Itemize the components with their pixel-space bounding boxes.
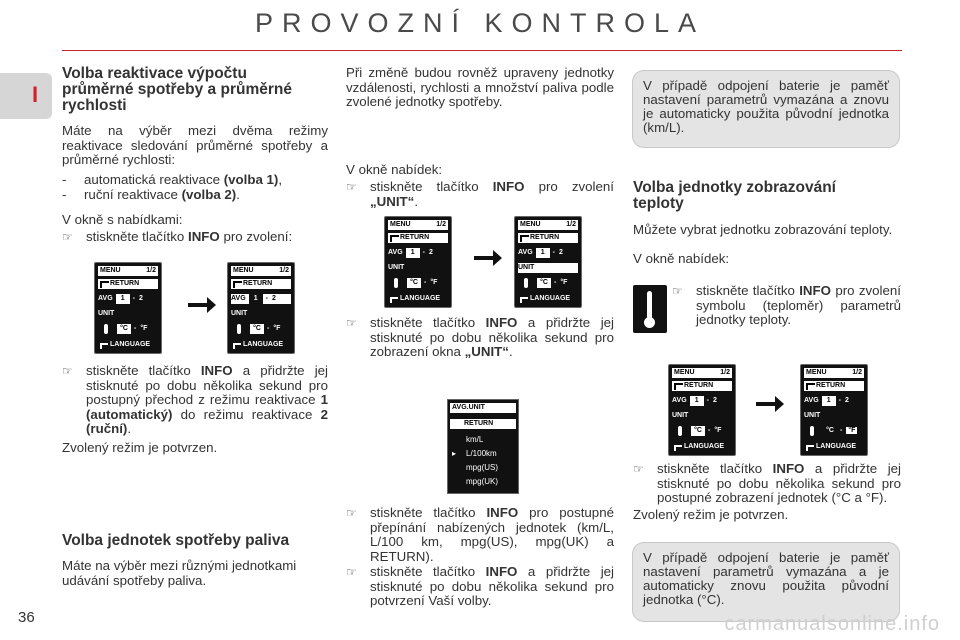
step-confirm-unit: ☞ stiskněte tlačítko INFO a přidržte jej stisknuté po dobu několika sekund pro potvrzení Vaší volby.	[346, 564, 614, 608]
arrow-right-icon	[188, 303, 210, 307]
unit-option: mpg(UK)	[466, 477, 499, 486]
arrow-right-icon	[756, 402, 778, 406]
screen-language: LANGUAGE	[98, 340, 158, 350]
step-cycle-units: ☞ stiskněte tlačítko INFO pro postupné přepínání nabízených jednotek (km/L, L/100 km, mpg(US), mpg(UK) a RETURN).	[346, 505, 614, 564]
column-3	[633, 180, 901, 266]
reactivation-intro: Máte na výběr mezi dvěma režimy reaktivace sledování průměrné spotřeby a průměrné rychlosti:	[62, 123, 328, 167]
finger-bullet-icon: ☞	[346, 316, 357, 330]
option-1: - automatická reaktivace (volba 1),	[62, 171, 283, 187]
step-select-unit: ☞ stiskněte tlačítko INFO pro zvolení „UNIT“.	[346, 179, 614, 209]
thermometer-icon	[104, 324, 108, 334]
watermark: carmanualsonline.info	[724, 613, 940, 635]
thermometer-icon	[633, 285, 667, 333]
column-2-mid	[346, 316, 614, 360]
title-divider	[62, 50, 902, 51]
finger-bullet-icon: ☞	[346, 506, 357, 520]
finger-bullet-icon: ☞	[346, 565, 357, 579]
step-hold-temp: ☞ stiskněte tlačítko INFO a přidržte jej stisknuté po dobu několika sekund pro postupné zobrazení jednotek (°C a °F).	[633, 461, 901, 505]
screen-return: RETURN	[98, 279, 158, 289]
section-tab	[0, 73, 52, 119]
option-2: - ruční reaktivace (volba 2).	[62, 186, 240, 202]
temperature-intro: Můžete vybrat jednotku zobrazování teploty.	[633, 222, 893, 237]
unit-marker: ▸	[452, 449, 457, 458]
fuel-units-intro: Máte na výběr mezi různými jednotkami udávání spotřeby paliva.	[62, 558, 297, 588]
unit-screen-after: MENU 1/2 RETURN AVG 1 - 2 UNIT °C - °F LANGUAGE	[514, 216, 582, 308]
section-tab-label: I	[32, 82, 39, 107]
screen-avg: AVG 1 - 2	[98, 295, 143, 302]
finger-bullet-icon: ☞	[62, 364, 73, 378]
step-hold-unit: ☞ stiskněte tlačítko INFO a přidržte jej stisknuté po dobu několika sekund pro zobrazení okna „UNIT“.	[346, 315, 614, 359]
column-3-step1	[672, 284, 901, 328]
menu-window-label: V okně nabídek:	[633, 250, 730, 266]
unit-option: km/L	[466, 435, 484, 444]
avg-unit-header: AVG.UNIT	[450, 403, 516, 413]
menu-window-label: V okně s nabídkami:	[62, 211, 183, 227]
column-2-lower	[346, 506, 614, 609]
display-screen-before	[94, 262, 162, 354]
unit-option: L/100km	[466, 449, 497, 458]
screen-menu-header: MENU 1/2	[100, 267, 156, 274]
finger-bullet-icon: ☞	[346, 180, 357, 194]
screen-temp: °C - °F	[98, 324, 158, 334]
heading-reactivation: Volba reaktivace výpočtu průměrné spotřeby a průměrné rychlosti	[62, 65, 292, 114]
screen-unit: UNIT	[98, 310, 115, 317]
step-select: ☞ stiskněte tlačítko INFO pro zvolení:	[62, 229, 293, 244]
heading-temperature-unit: Volba jednotky zobrazování teploty	[633, 179, 836, 212]
confirmed-text: Zvolený režim je potvrzen.	[633, 506, 789, 522]
finger-bullet-icon: ☞	[633, 462, 644, 476]
finger-bullet-icon: ☞	[62, 230, 73, 244]
heading-fuel-units: Volba jednotek spotřeby paliva	[62, 532, 290, 549]
unit-screen-before: MENU 1/2 RETURN AVG 1 - 2 UNIT °C - °F LANGUAGE	[384, 216, 452, 308]
battery-note-units: V případě odpojení baterie je paměť nastavení parametrů vymazána a znovu je automaticky použita původní jednotka (km/L).	[632, 70, 900, 148]
avg-unit-return: RETURN	[450, 419, 516, 429]
step-select-temp: ☞ stiskněte tlačítko INFO pro zvolení symbolu (teploměr) parametrů jednotky teploty.	[672, 283, 901, 327]
page-number: 36	[18, 609, 35, 626]
column-3-lower	[633, 462, 901, 522]
finger-bullet-icon: ☞	[672, 284, 683, 298]
confirmed-text: Zvolený režim je potvrzen.	[62, 439, 218, 455]
column-1	[62, 66, 328, 245]
step-hold-info: ☞ stiskněte tlačítko INFO a přidržte jej stisknuté po dobu několika sekund pro postupný přechod z režimu reaktivace 1 (automatický) do režimu reaktivace 2 (ruční).	[62, 363, 328, 436]
unit-option: mpg(US)	[466, 463, 499, 472]
menu-window-label: V okně nabídek:	[346, 161, 443, 177]
temp-screen-after: MENU 1/2 RETURN AVG 1 - 2 UNIT °C - °F LANGUAGE	[800, 364, 868, 456]
arrow-right-icon	[474, 256, 496, 260]
display-screen-after: MENU 1/2 RETURN AVG 1 - 2 UNIT °C - °F LANGUAGE	[227, 262, 295, 354]
temp-screen-before: MENU 1/2 RETURN AVG 1 - 2 UNIT °C - °F LANGUAGE	[668, 364, 736, 456]
unit-change-text: Při změně budou rovněž upraveny jednotky vzdálenosti, rychlosti a množství paliva podle zvolené jednotky spotřeby.	[346, 65, 614, 109]
avg-unit-screen	[447, 399, 519, 494]
column-1-lower	[62, 364, 328, 588]
battery-note-temp: V případě odpojení baterie je paměť nastavení parametrů vymazána a je automaticky znovu použita původní jednotka (°C).	[632, 542, 900, 622]
column-2	[346, 66, 614, 209]
page-title: PROVOZNÍ KONTROLA	[254, 8, 706, 38]
